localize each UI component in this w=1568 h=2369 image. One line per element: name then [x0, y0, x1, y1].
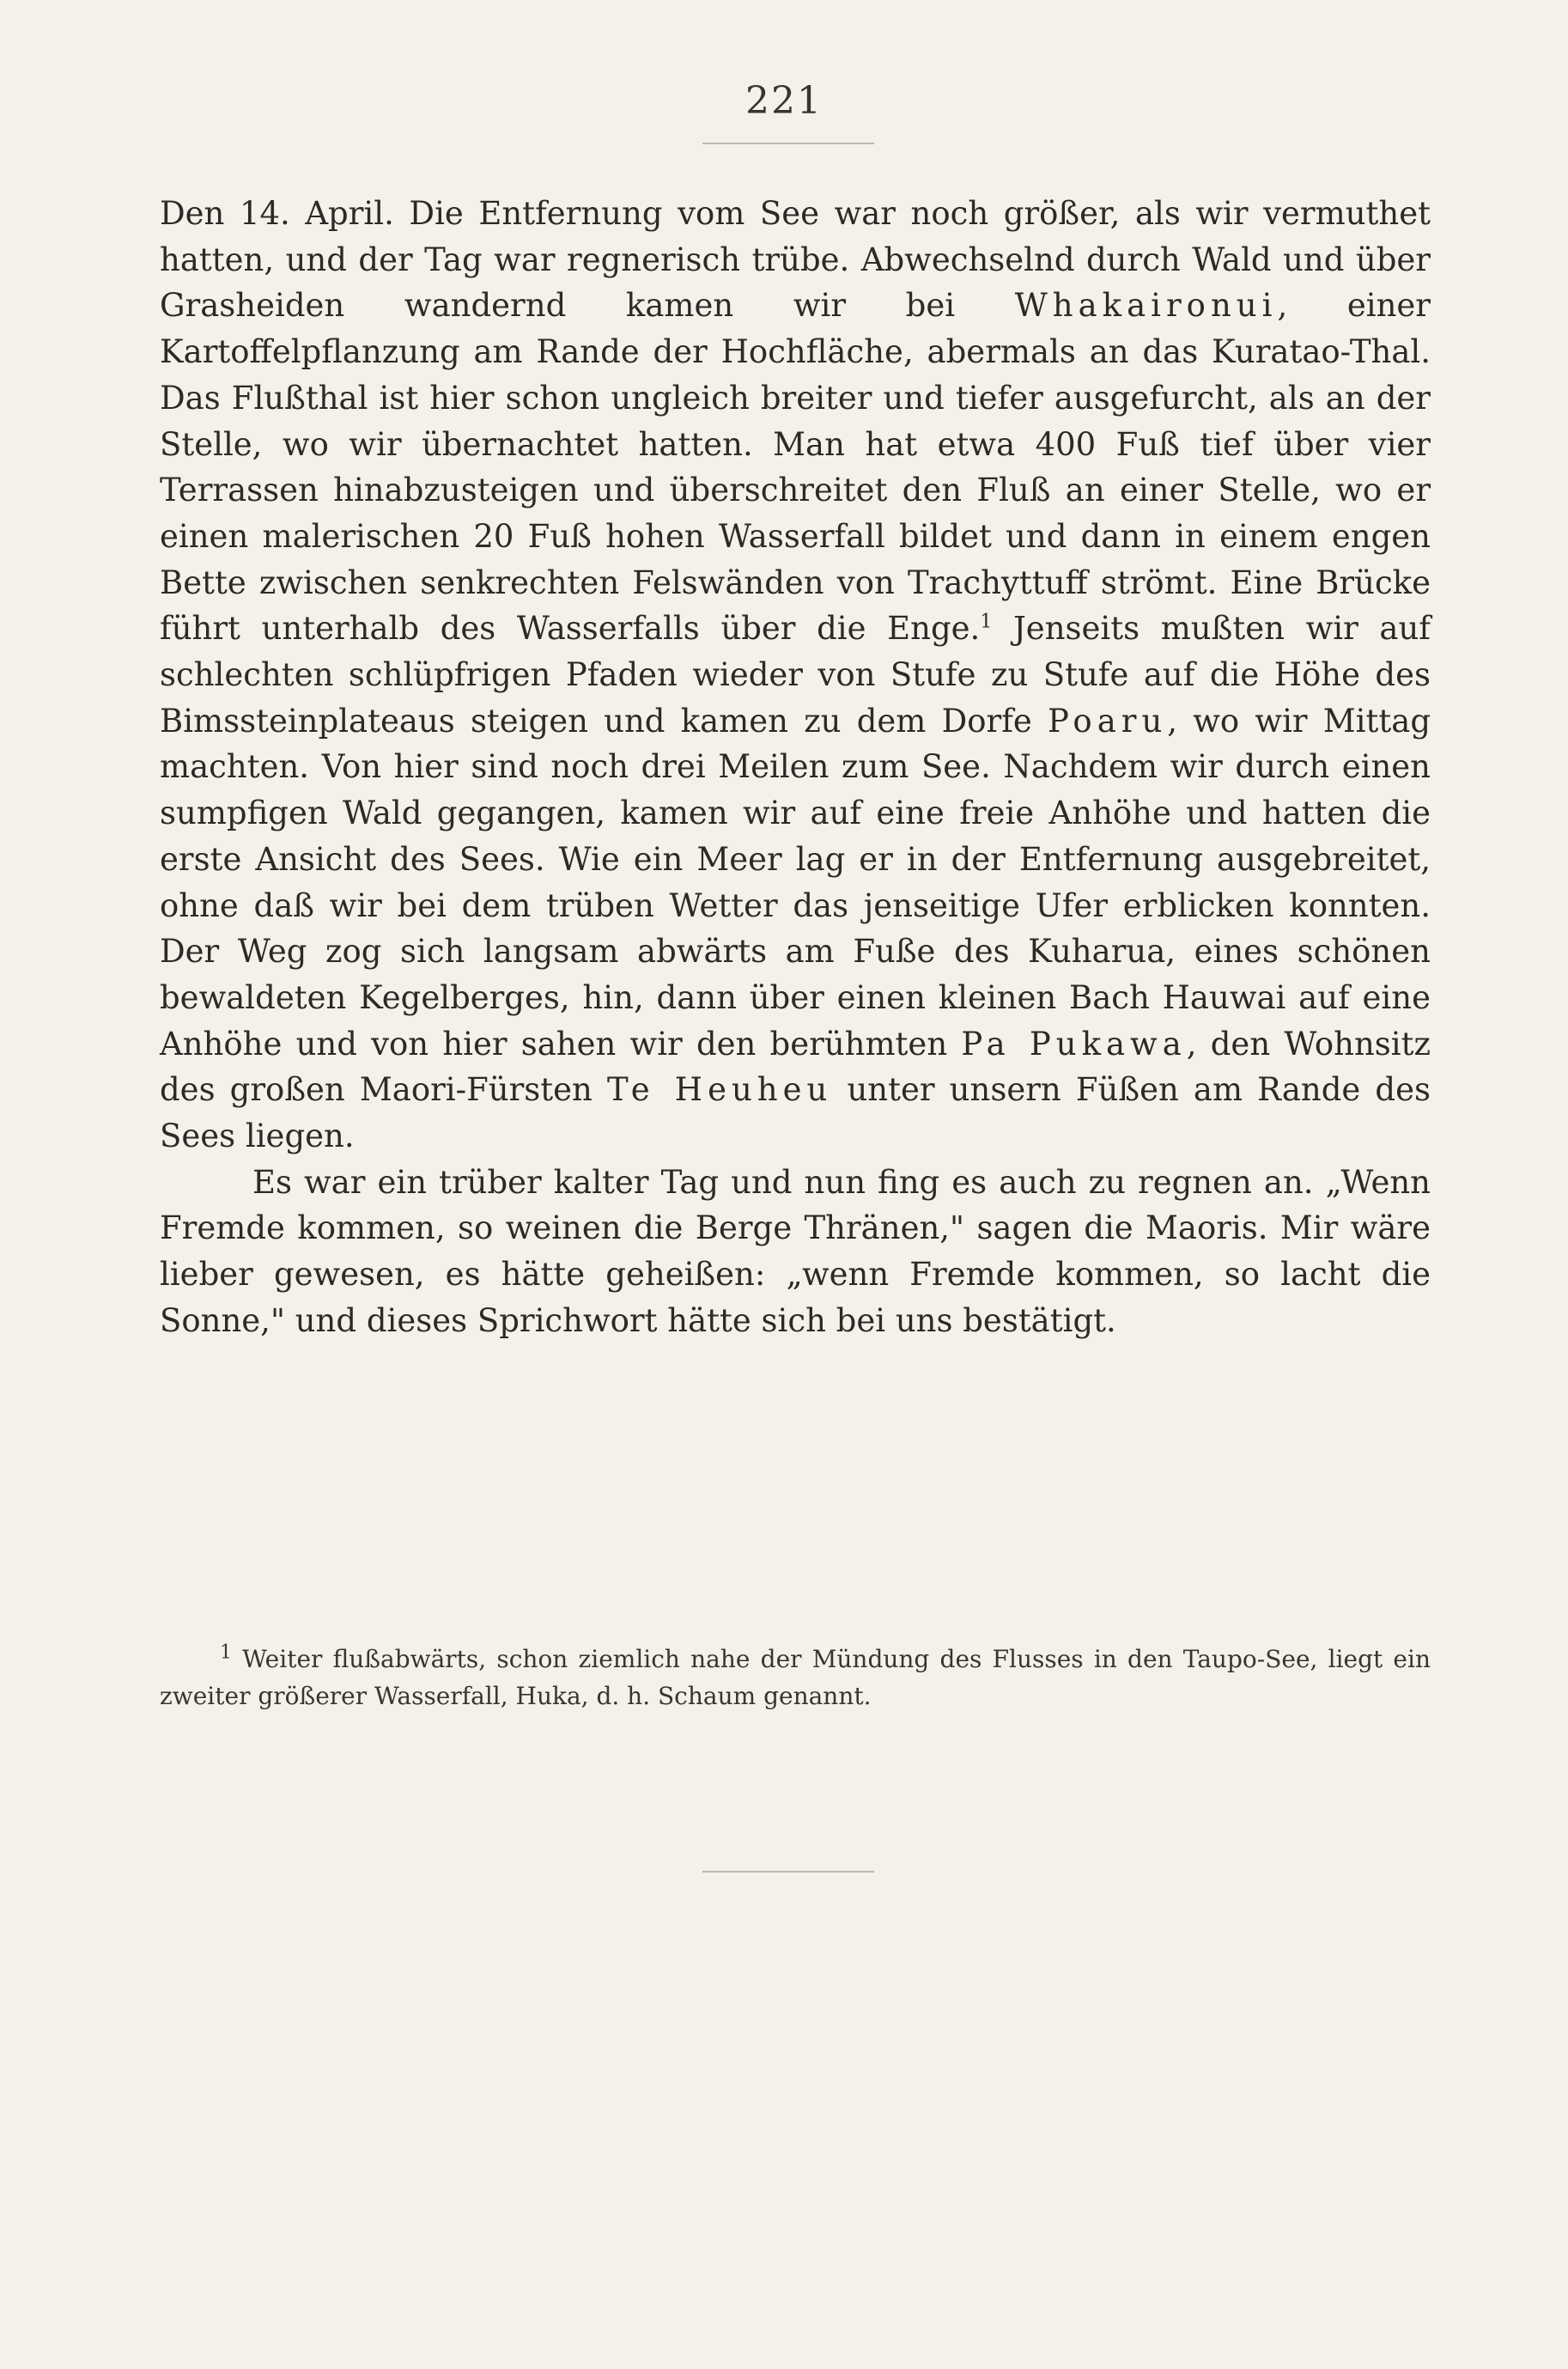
place-name-whakaironui: Whakaironui: [1014, 287, 1278, 325]
page-number: 221: [745, 79, 823, 123]
footnote-text: Weiter flußabwärts, schon ziemlich nahe der Mündung des Flusses in den Taupo-See, liegt ein zweiter größerer Wasserfall, Huka, d. h. Schaum genannt.: [160, 1645, 1431, 1710]
paragraph-2: Es war ein trüber kalter Tag und nun fing es auch zu regnen an. „Wenn Fremde kommen, so weinen die Berge Thränen," sagen die Maoris. Mir wäre lieber gewesen, es hätte geheißen: „wenn Fremde kommen, so lacht die Sonne," und dieses Sprichwort hätte sich bei uns bestätigt.: [160, 1163, 1431, 1339]
paragraph-1-text-d: , wo wir Mittag machten. Von hier sind noch drei Meilen zum See. Nachdem wir durch einen sumpfigen Wald gegangen, kamen wir auf eine freie Anhöhe und hatten die erste Ansicht des Sees. Wie ein Meer lag er in der Entfernung ausgebreitet, ohne daß wir bei dem trüben Wetter das jenseitige Ufer erblicken konnten. Der Weg zog sich langsam abwärts am Fuße des Kuharua, eines schönen bewaldeten Kegelberges, hin, dann über einen kleinen Bach Hauwai auf eine Anhöhe und von hier sahen wir den berühmten: [160, 702, 1431, 1063]
paragraph-1-text-a: Den 14. April. Die Entfernung vom See war noch größer, als wir vermuthet hatten, und der Tag war regnerisch trübe. Abwechselnd durch Wald und über Grasheiden wandernd kamen wir bei: [160, 195, 1431, 325]
paragraph-1: [160, 191, 1431, 1160]
footnote-marker: 1: [220, 1641, 232, 1664]
footnote-reference: 1: [980, 612, 993, 633]
paragraph-1-text-e: , den Wohnsitz des großen Maori-Fürsten: [160, 1025, 1431, 1109]
paragraph-1-text-f: unter unsern Füßen am Rande des Sees liegen.: [160, 1071, 1431, 1155]
place-name-poaru: Poaru: [1048, 702, 1168, 740]
paragraph-1-text-c: Jenseits mußten wir auf schlechten schlüpfrigen Pfaden wieder von Stufe zu Stufe auf die Höhe des Bimssteinplateaus steigen und kamen zu dem Dorfe: [160, 610, 1431, 740]
person-name-te-heuheu: Te Heuheu: [607, 1071, 833, 1109]
footer-rule: [702, 1871, 874, 1873]
body-text: [160, 191, 1431, 1344]
place-name-pa-pukawa: Pa Pukawa: [961, 1025, 1187, 1063]
paragraph-1-text-b: , einer Kartoffelpflanzung am Rande der Hochfläche, abermals an das Kuratao-Thal. Das Flußthal ist hier schon ungleich breiter und tiefer ausgefurcht, als an der Stelle, wo wir übernachtet hatten. Man hat etwa 400 Fuß tief über vier Terrassen hinabzusteigen und überschreitet den Fluß an einer Stelle, wo er einen malerischen 20 Fuß hohen Wasserfall bildet und dann in einem engen Bette zwischen senkrechten Felswänden von Trachyttuff strömt. Eine Brücke führt unterhalb des Wasserfalls über die Enge.: [160, 287, 1431, 648]
header-rule: [702, 143, 874, 144]
footnote: [160, 1641, 1431, 1714]
